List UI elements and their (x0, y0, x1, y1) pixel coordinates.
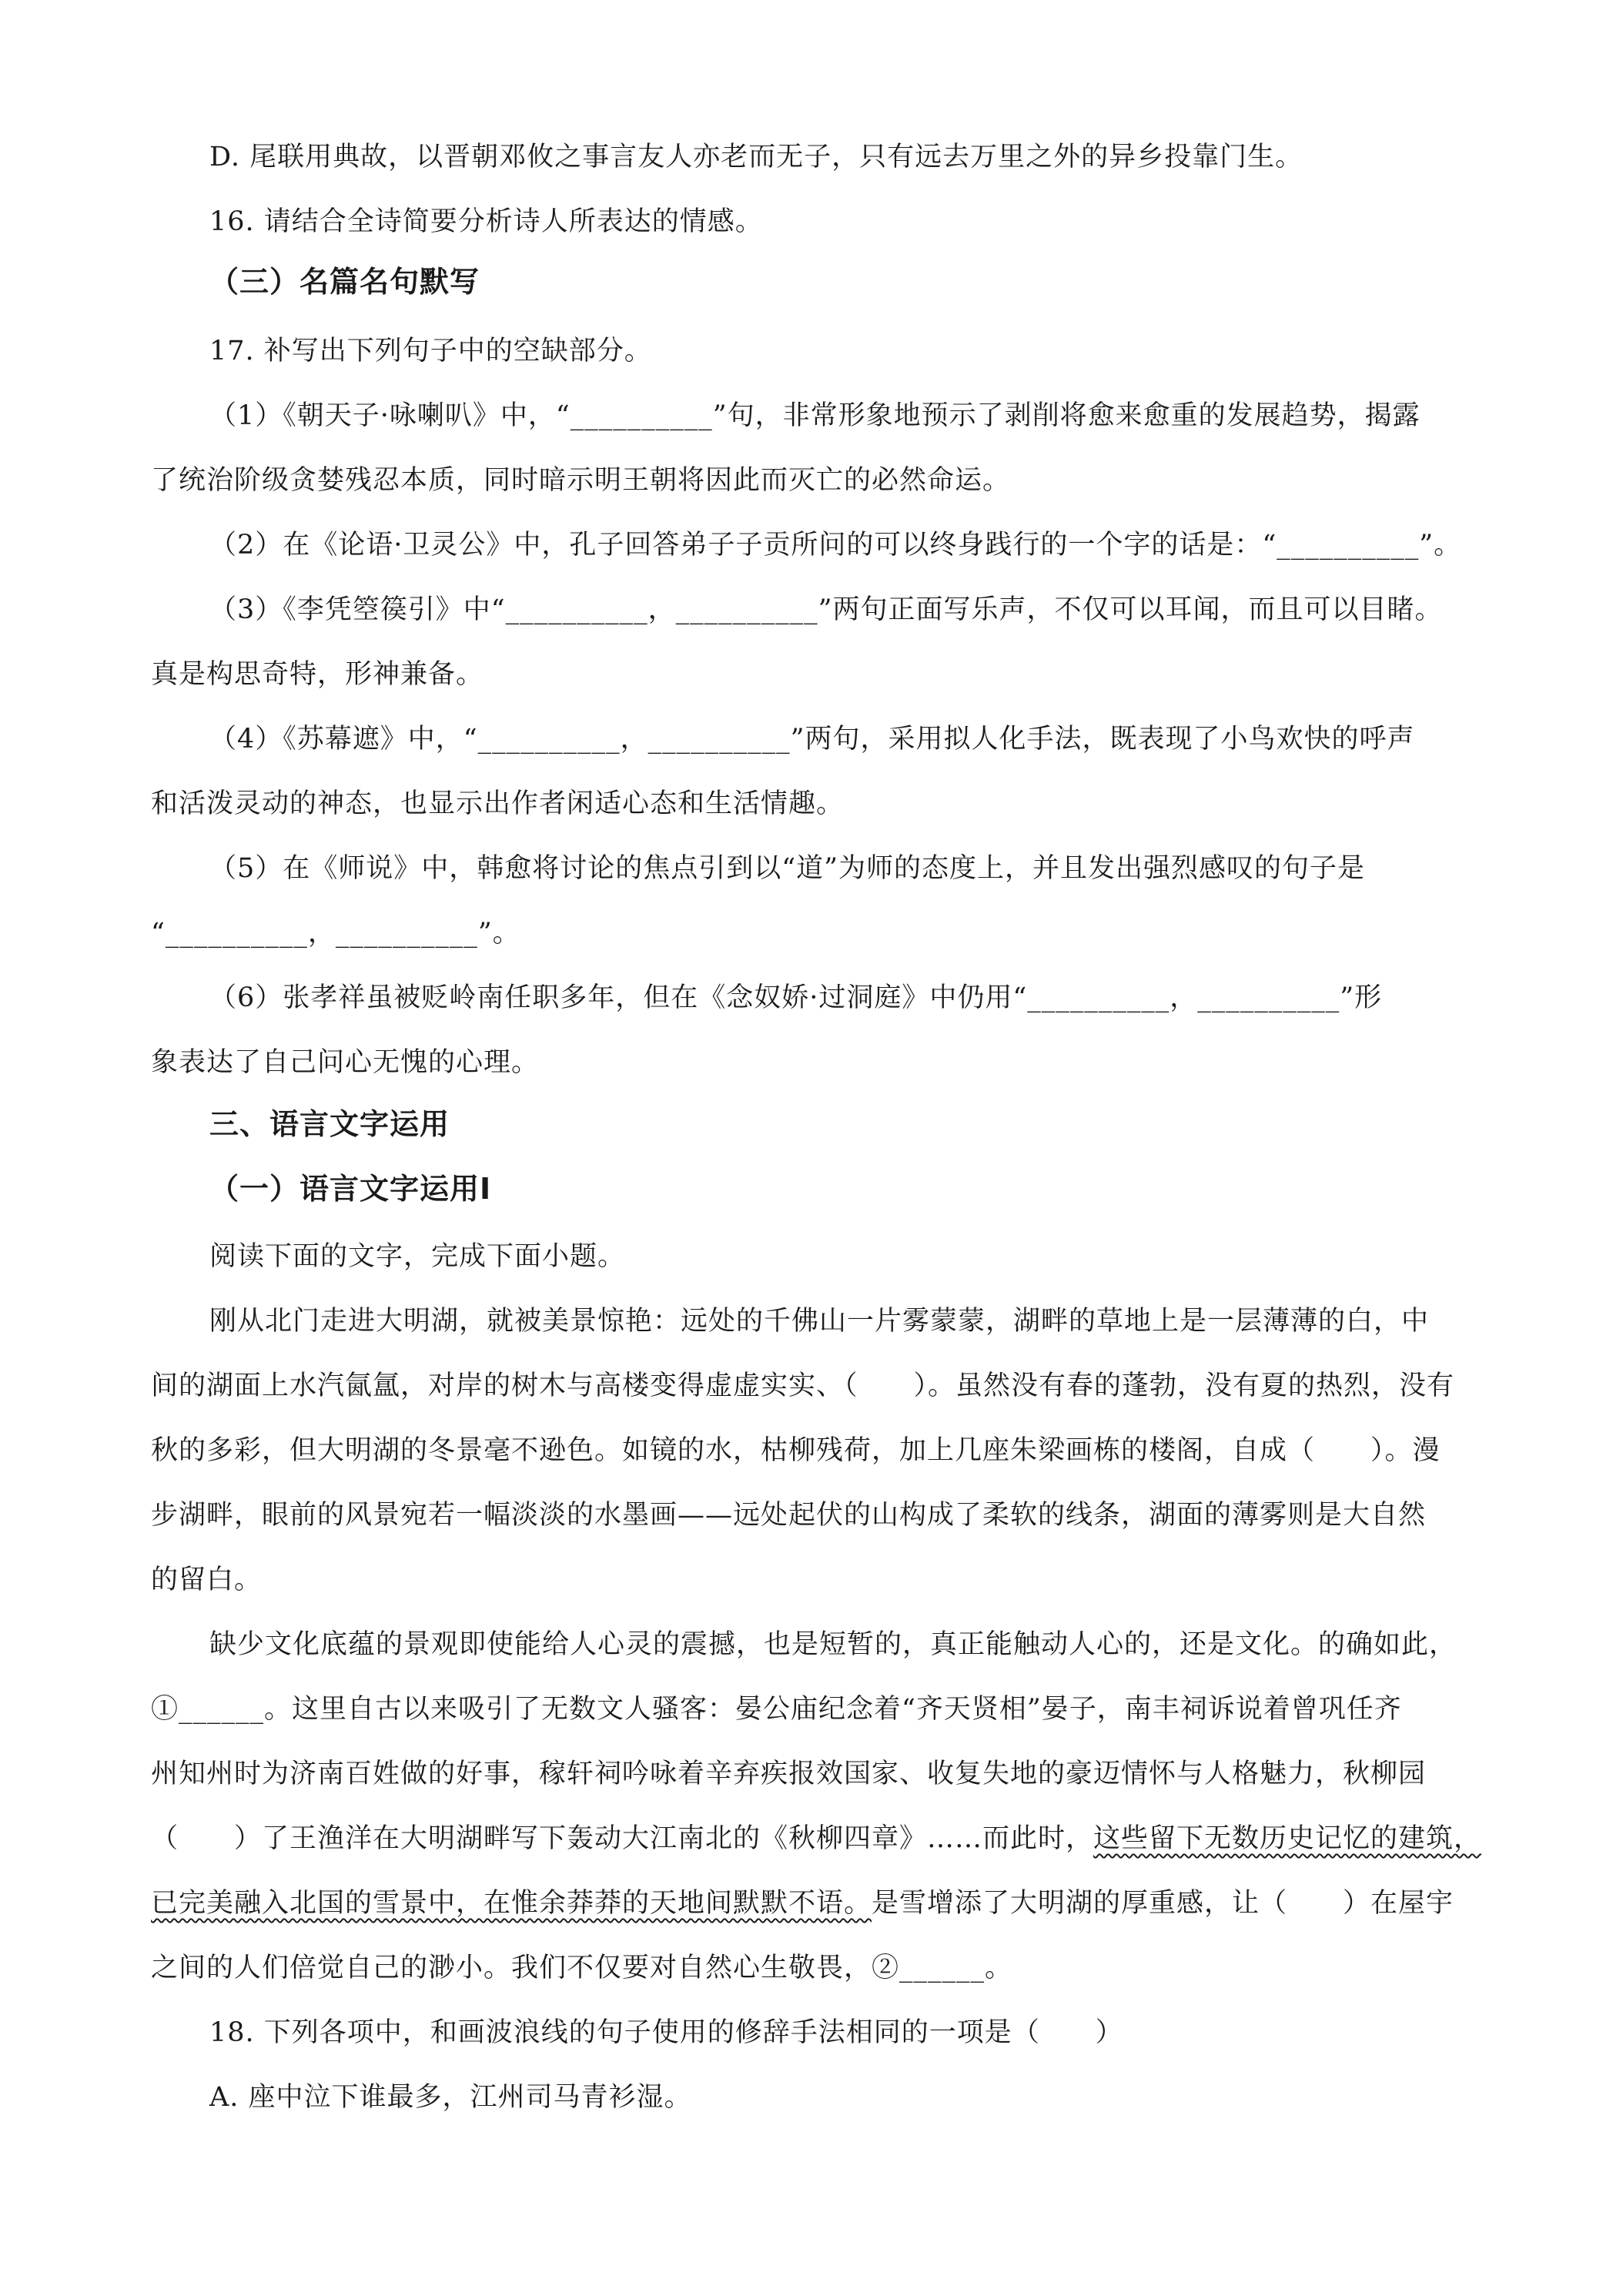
question-16: 16. 请结合全诗简要分析诗人所表达的情感。 (209, 206, 763, 237)
passage-p2-line-3: 州知州时为济南百姓做的好事，稼轩祠吟咏着辛弃疾报效国家、收复失地的豪迈情怀与人格魅力，秋柳园 (151, 1759, 1427, 1789)
wavy-underlined-sentence-part-2: 已完美融入北国的雪景中，在惟余莽莽的天地间默默不语。 (151, 1888, 872, 1919)
question-17-item-4-cont: 和活泼灵动的神态，也显示出作者闲适心态和生活情趣。 (151, 788, 845, 819)
passage-p1-line-4: 步湖畔，眼前的风景宛若一幅淡淡的水墨画——远处起伏的山构成了柔软的线条，湖面的薄雾则是大自然 (151, 1500, 1427, 1531)
passage-p2-line-1: 缺少文化底蕴的景观即使能给人心灵的震撼，也是短暂的，真正能触动人心的，还是文化。的确如此， (209, 1629, 1457, 1660)
passage-p2-line-5-text: 是雪增添了大明湖的厚重感，让（ ）在屋宇 (872, 1888, 1454, 1919)
question-17-item-5-cont: “__________，__________”。 (151, 918, 520, 949)
passage-p2-line-6: 之间的人们倍觉自己的渺小。我们不仅要对自然心生敬畏，②______。 (151, 1953, 1013, 1983)
wavy-underlined-sentence-part-1: 这些留下无数历史记忆的建筑， (1093, 1823, 1482, 1854)
question-17-item-3: （3）《李凭箜篌引》中“__________，__________”两句正面写乐声，不仅可以耳闻，而且可以目睹。 (209, 594, 1443, 625)
question-17-item-3-cont: 真是构思奇特，形神兼备。 (151, 659, 484, 690)
question-17-item-1: （1）《朝天子·咏喇叭》中，“__________”句，非常形象地预示了剥削将愈来愈重的发展趋势，揭露 (209, 400, 1421, 431)
passage-p1-line-1: 刚从北门走进大明湖，就被美景惊艳：远处的千佛山一片雾蒙蒙，湖畔的草地上是一层薄薄的白，中 (209, 1306, 1430, 1337)
passage-p1-line-5: 的留白。 (151, 1565, 263, 1595)
question-17: 17. 补写出下列句子中的空缺部分。 (209, 336, 652, 366)
question-17-item-6: （6）张孝祥虽被贬岭南任职多年，但在《念奴娇·过洞庭》中仍用“__________，__________”形 (209, 982, 1383, 1013)
option-a: A. 座中泣下谁最多，江州司马青衫湿。 (209, 2082, 692, 2113)
passage-p2-line-4 (151, 1822, 1481, 1856)
option-d: D. 尾联用典故，以晋朝邓攸之事言友人亦老而无子，只有远去万里之外的异乡投靠门生。 (209, 142, 1303, 172)
question-17-item-4: （4）《苏幕遮》中，“__________，__________”两句，采用拟人化手法，既表现了小鸟欢快的呼声 (209, 724, 1415, 755)
passage-p1-line-2: 间的湖面上水汽氤氲，对岸的树木与高楼变得虚虚实实、（ ）。虽然没有春的蓬勃，没有夏的热烈，没有 (151, 1371, 1455, 1401)
reading-instruction: 阅读下面的文字，完成下面小题。 (209, 1241, 626, 1272)
passage-p2-line-4-text: （ ）了王渔洋在大明湖畔写下轰动大江南北的《秋柳四章》……而此时， (151, 1823, 1094, 1854)
section-heading-famous-lines: （三）名篇名句默写 (209, 265, 480, 299)
question-17-item-1-cont: 了统治阶级贪婪残忍本质，同时暗示明王朝将因此而灭亡的必然命运。 (151, 465, 1011, 496)
question-17-item-2: （2）在《论语·卫灵公》中，孔子回答弟子子贡所问的可以终身践行的一个字的话是：“__________”。 (209, 530, 1462, 561)
passage-p2-line-5 (151, 1886, 1454, 1920)
question-17-item-6-cont: 象表达了自己问心无愧的心理。 (151, 1047, 540, 1078)
section-heading-language-use: 三、语言文字运用 (209, 1107, 450, 1141)
passage-p1-line-3: 秋的多彩，但大明湖的冬景毫不逊色。如镜的水，枯柳残荷，加上几座朱梁画栋的楼阁，自成（ ）。漫 (151, 1435, 1441, 1466)
question-17-item-5: （5）在《师说》中，韩愈将讨论的焦点引到以“道”为师的态度上，并且发出强烈感叹的句子是 (209, 853, 1366, 884)
question-18: 18. 下列各项中，和画波浪线的句子使用的修辞手法相同的一项是（ ） (209, 2017, 1123, 2048)
passage-p2-line-2: ①______。这里自古以来吸引了无数文人骚客：晏公庙纪念着“齐天贤相”晏子，南丰祠诉说着曾巩任齐 (151, 1694, 1402, 1725)
subsection-heading-language-use-1: （一）语言文字运用Ⅰ (209, 1172, 492, 1206)
